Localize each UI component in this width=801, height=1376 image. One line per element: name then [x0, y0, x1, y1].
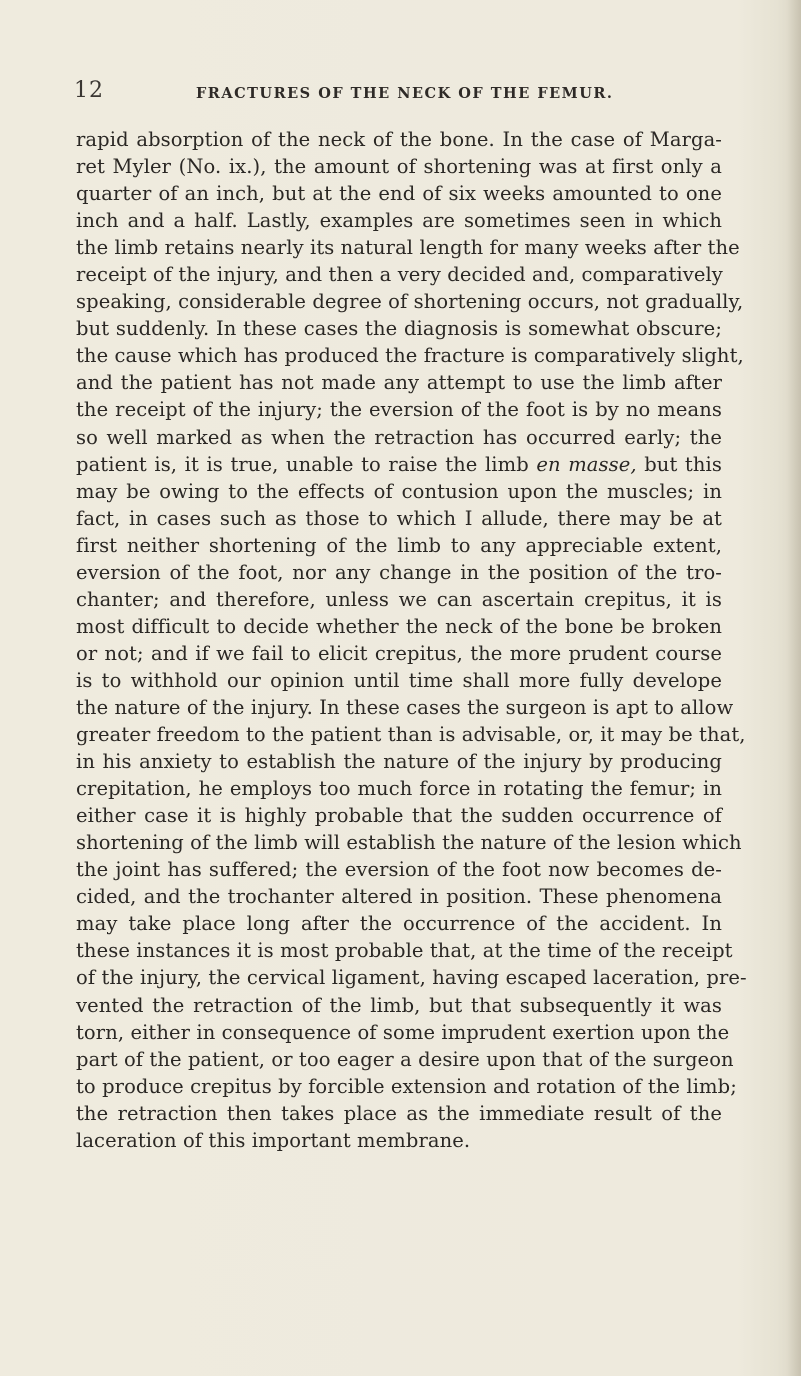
text-line-last: laceration of this important membrane. [76, 1128, 471, 1152]
italic-phrase: en masse, [536, 452, 637, 476]
text-line: and the patient has not made any attempt to use the limb after [76, 371, 722, 395]
running-head-title: FRACTURES OF THE NECK OF THE FEMUR. [196, 85, 614, 102]
text-line: ret Myler (No. ix.), the amount of shortening was at first only a [76, 155, 722, 179]
text-line: first neither shortening of the limb to any appreciable extent, [76, 533, 722, 557]
text-line: inch and a half. Lastly, examples are sometimes seen in which [76, 209, 722, 233]
running-head [74, 78, 674, 108]
text-line: speaking, considerable degree of shortening occurs, not gradually, [76, 290, 744, 314]
text-line: so well marked as when the retraction has occurred early; the [76, 425, 722, 449]
text-segment: but this [636, 452, 722, 476]
text-line: the receipt of the injury; the eversion of the foot is by no means [76, 398, 722, 422]
text-line: in his anxiety to establish the nature of the injury by producing [76, 750, 722, 774]
text-line: cided, and the trochanter altered in position. These phenomena [76, 885, 722, 909]
text-line: shortening of the limb will establish the nature of the lesion which [76, 831, 742, 855]
text-line: rapid absorption of the neck of the bone. In the case of Marga- [76, 128, 722, 151]
text-line: the limb retains nearly its natural length for many weeks after the [76, 236, 740, 260]
text-line: quarter of an inch, but at the end of six weeks amounted to one [76, 182, 722, 206]
text-line: of the injury, the cervical ligament, having escaped laceration, pre- [76, 966, 747, 990]
text-line: may be owing to the effects of contusion upon the muscles; in [76, 479, 722, 503]
text-line: may take place long after the occurrence of the accident. In [76, 912, 722, 936]
text-line: or not; and if we fail to elicit crepitus, the more prudent course [76, 641, 722, 665]
body-text [76, 126, 747, 1154]
text-line: part of the patient, or too eager a desire upon that of the surgeon [76, 1047, 734, 1071]
text-line: to produce crepitus by forcible extension and rotation of the limb; [76, 1074, 737, 1098]
text-line: the nature of the injury. In these cases the surgeon is apt to allow [76, 695, 734, 719]
page-number: 12 [74, 78, 104, 103]
text-line: the cause which has produced the fracture is comparatively slight, [76, 344, 744, 368]
text-line: crepitation, he employs too much force in rotating the femur; in [76, 777, 722, 801]
text-line: the retraction then takes place as the immediate result of the [76, 1101, 722, 1125]
text-line: these instances it is most probable that, at the time of the receipt [76, 939, 733, 963]
text-line: the joint has suffered; the eversion of the foot now becomes de- [76, 858, 722, 882]
text-line: either case it is highly probable that the sudden occurrence of [76, 804, 722, 828]
text-line: torn, either in consequence of some imprudent exertion upon the [76, 1020, 730, 1044]
text-line: receipt of the injury, and then a very decided and, comparatively [76, 263, 723, 287]
text-line: greater freedom to the patient than is advisable, or, it may be that, [76, 723, 746, 747]
text-line: eversion of the foot, nor any change in the position of the tro- [76, 560, 722, 584]
text-segment: patient is, it is true, unable to raise the limb [76, 452, 537, 476]
page-edge-shadow [787, 0, 801, 1376]
text-line-italic-phrase [76, 451, 722, 478]
text-line: vented the retraction of the limb, but that subsequently it was [76, 993, 722, 1017]
text-line: but suddenly. In these cases the diagnosis is somewhat obscure; [76, 317, 722, 341]
text-line: fact, in cases such as those to which I allude, there may be at [76, 506, 722, 530]
text-line: is to withhold our opinion until time shall more fully develope [76, 668, 722, 692]
text-line: most difficult to decide whether the neck of the bone be broken [76, 614, 722, 638]
text-line: chanter; and therefore, unless we can ascertain crepitus, it is [76, 587, 722, 611]
